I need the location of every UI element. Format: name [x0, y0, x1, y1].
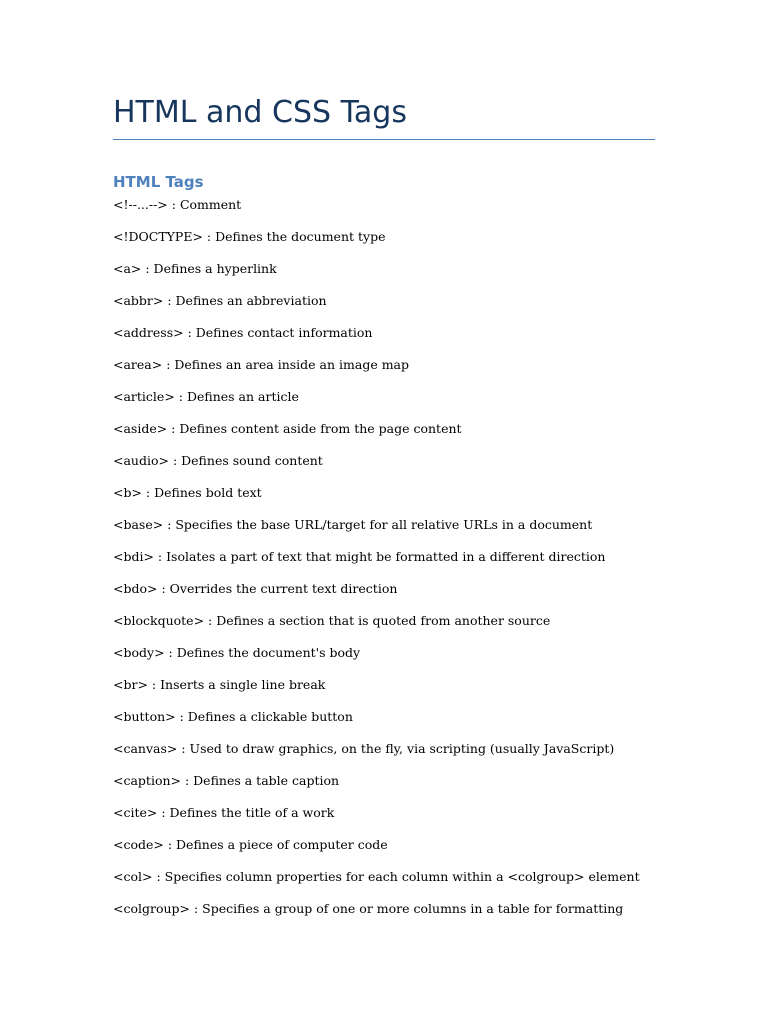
- tag-definition-item: <button> : Defines a clickable button: [113, 709, 353, 724]
- tag-definition-item: <bdi> : Isolates a part of text that might be formatted in a different direction: [113, 549, 606, 564]
- tag-definition-item: <blockquote> : Defines a section that is quoted from another source: [113, 613, 551, 628]
- tag-definition-item: <colgroup> : Specifies a group of one or more columns in a table for formatting: [113, 901, 624, 916]
- tag-definition-item: <abbr> : Defines an abbreviation: [113, 293, 327, 308]
- tag-definition-item: <!DOCTYPE> : Defines the document type: [113, 229, 386, 244]
- tag-definition-item: <audio> : Defines sound content: [113, 453, 323, 468]
- tag-definition-item: <!--...--> : Comment: [113, 197, 242, 212]
- tag-definition-item: <code> : Defines a piece of computer code: [113, 837, 388, 852]
- tag-definition-item: <base> : Specifies the base URL/target for all relative URLs in a document: [113, 517, 593, 532]
- document-title: HTML and CSS Tags: [113, 95, 407, 130]
- tag-definition-item: <bdo> : Overrides the current text direction: [113, 581, 398, 596]
- tag-definition-item: <a> : Defines a hyperlink: [113, 261, 277, 276]
- tag-definition-item: <cite> : Defines the title of a work: [113, 805, 335, 820]
- tag-definition-item: <address> : Defines contact information: [113, 325, 373, 340]
- tag-definition-item: <canvas> : Used to draw graphics, on the fly, via scripting (usually JavaScript): [113, 741, 615, 756]
- tag-definition-item: <caption> : Defines a table caption: [113, 773, 340, 788]
- tag-definition-list: [113, 196, 673, 932]
- tag-definition-item: <col> : Specifies column properties for each column within a <colgroup> element: [113, 869, 640, 884]
- section-heading-html-tags: HTML Tags: [113, 173, 204, 191]
- tag-definition-item: <area> : Defines an area inside an image map: [113, 357, 409, 372]
- tag-definition-item: <br> : Inserts a single line break: [113, 677, 326, 692]
- tag-definition-item: <aside> : Defines content aside from the page content: [113, 421, 462, 436]
- title-underline-divider: [113, 139, 655, 140]
- tag-definition-item: <b> : Defines bold text: [113, 485, 262, 500]
- tag-definition-item: <article> : Defines an article: [113, 389, 299, 404]
- tag-definition-item: <body> : Defines the document's body: [113, 645, 361, 660]
